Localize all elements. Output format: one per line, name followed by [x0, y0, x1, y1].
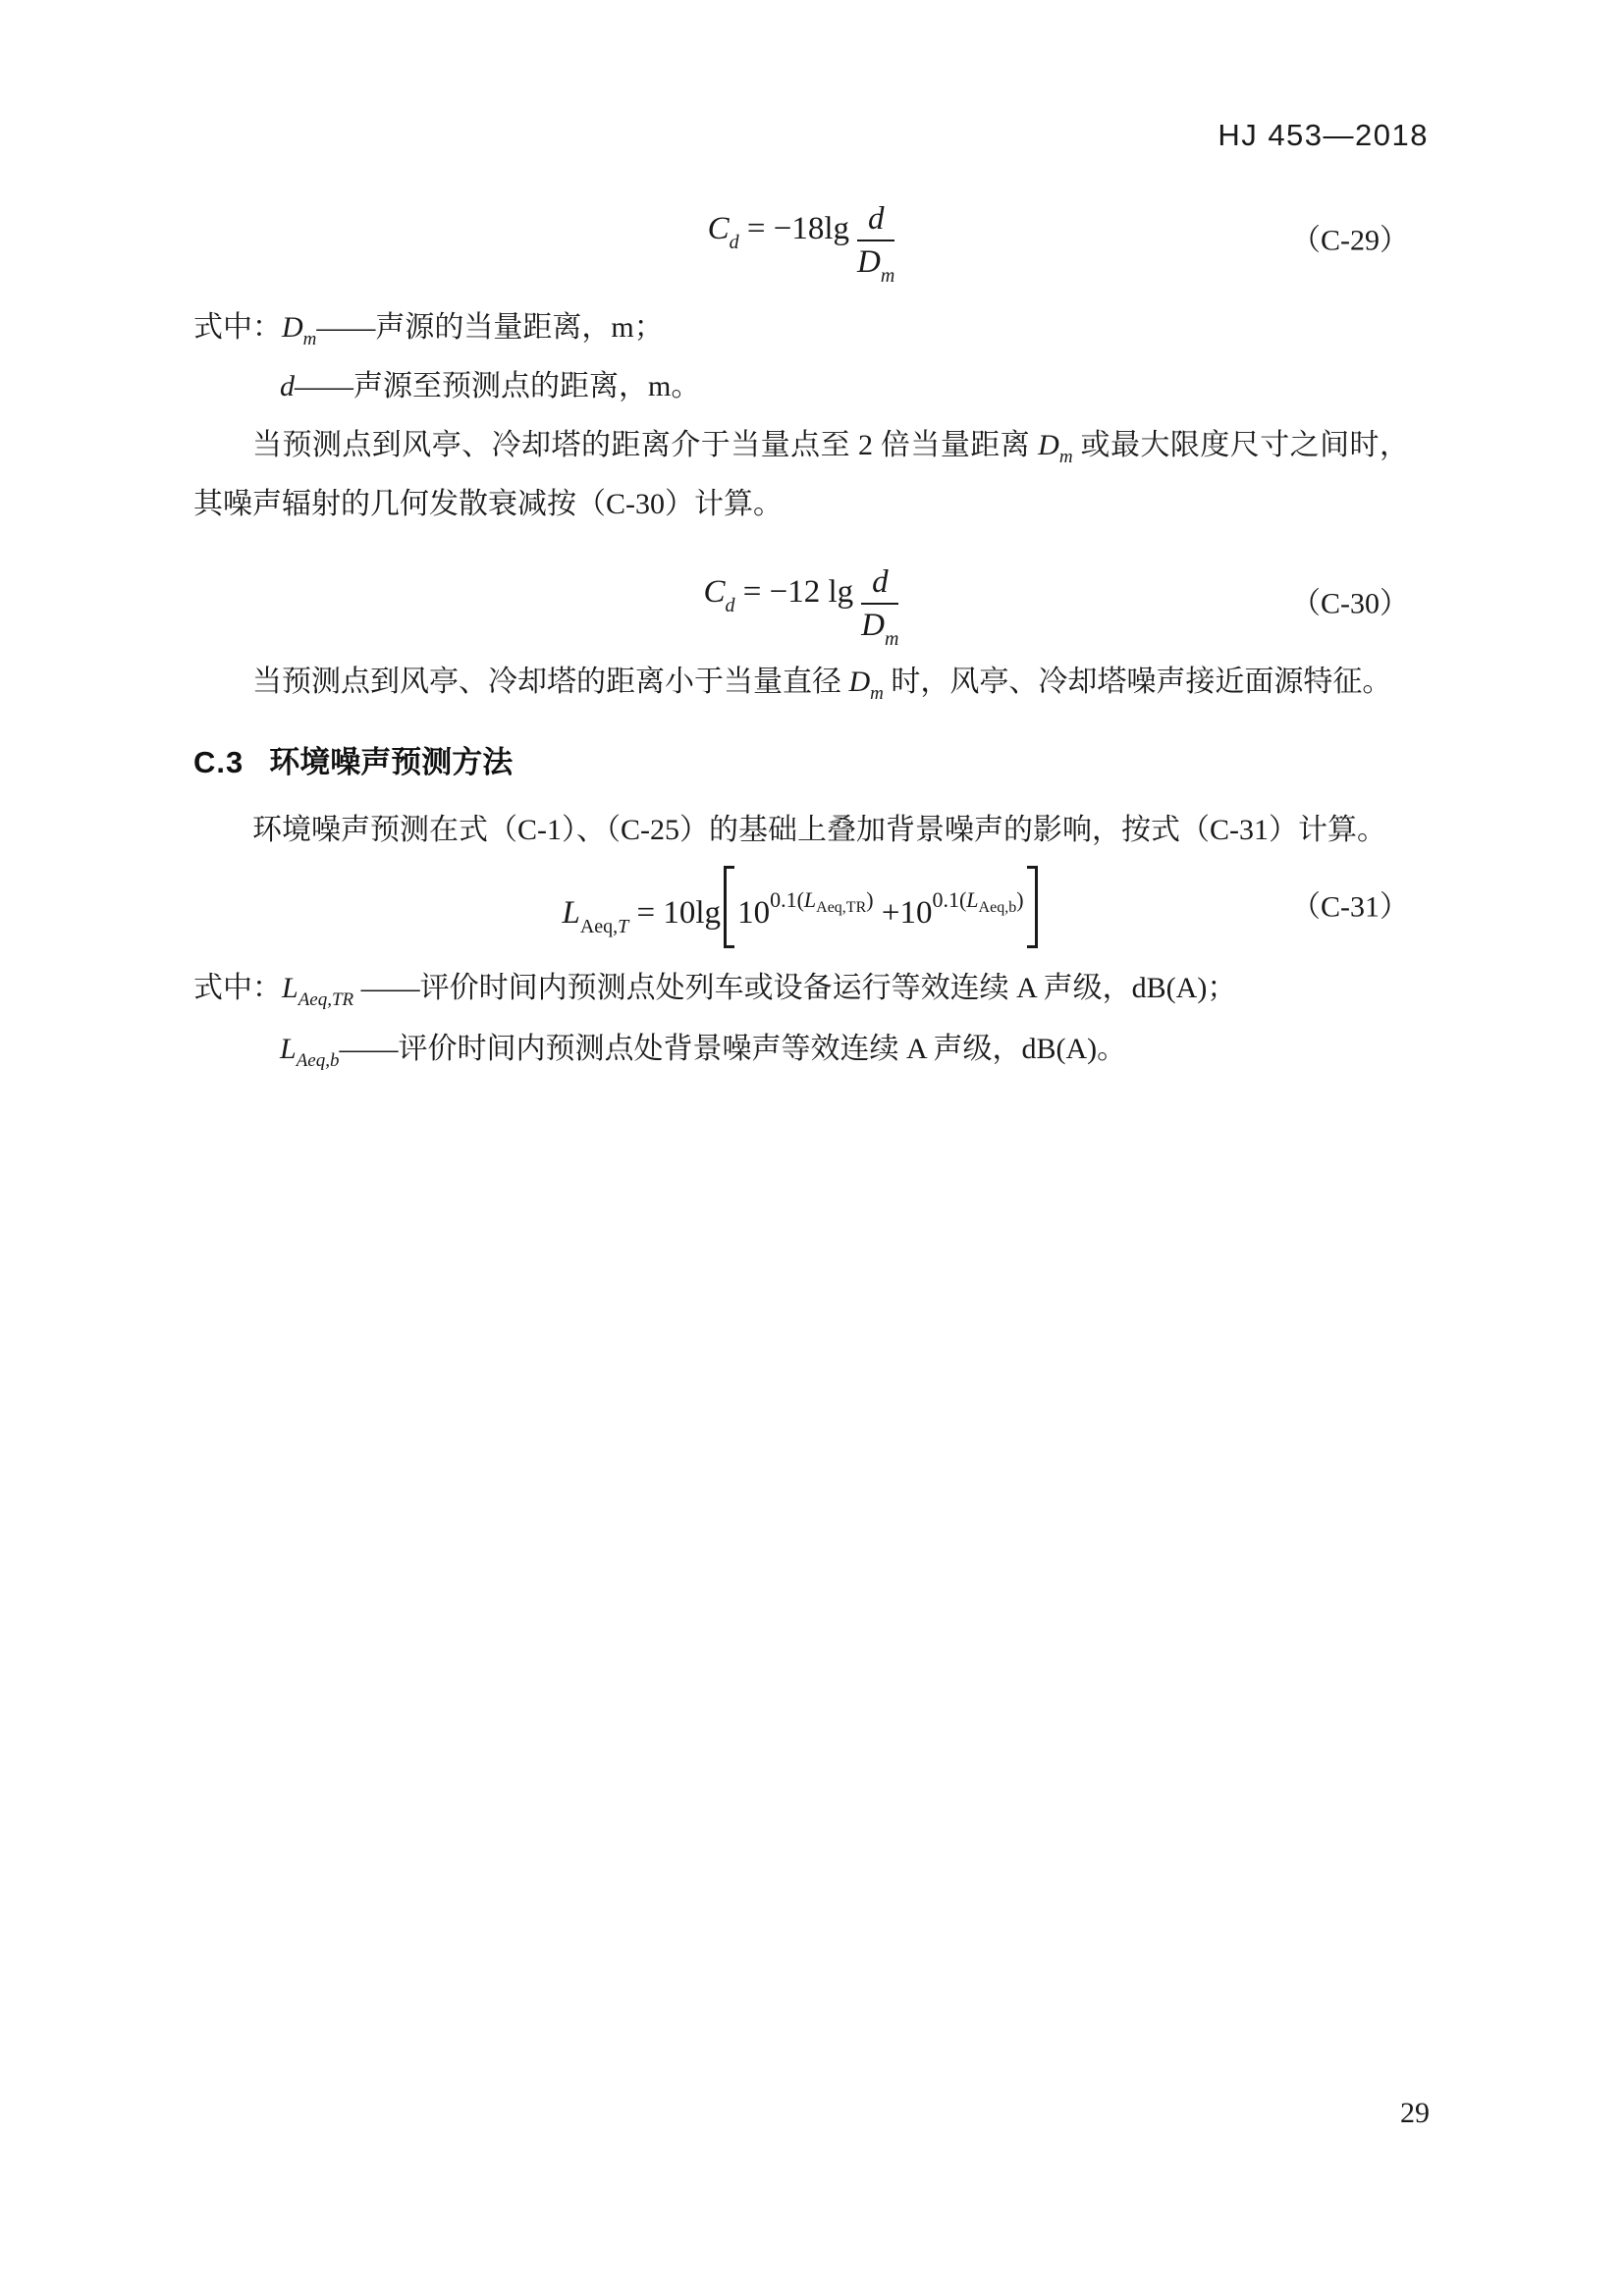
page-header-standard-number: HJ 453—2018	[1218, 118, 1429, 152]
definitions-c29	[193, 304, 1409, 422]
section-heading-c3	[193, 743, 1409, 782]
formula-c31-term2-base: 10	[899, 894, 933, 931]
formula-c29-numerator: d	[857, 202, 894, 241]
paragraph-near-field: 当预测点到风亭、冷却塔的距离小于当量直径 $D_m$ 时，风亭、冷却塔噪声接近面源特征。	[252, 665, 1392, 704]
formula-c29-variable: C	[707, 210, 730, 246]
definition-text: 评价时间内预测点处背景噪声等效连续 A 声级，dB(A)。	[398, 1032, 1127, 1065]
formula-c29-denominator: $D_m$	[857, 243, 895, 287]
section-number: C.3	[193, 744, 244, 779]
formula-c31	[193, 866, 1409, 948]
left-bracket	[724, 866, 734, 948]
formula-c31-label: （C-31）	[1291, 890, 1409, 924]
page-number: 29	[1400, 2097, 1430, 2129]
definition-prefix: 式中：	[193, 971, 282, 1004]
definition-prefix: 式中：	[193, 311, 282, 345]
definition-dash: ——	[295, 370, 353, 403]
definition-text: 评价时间内预测点处列车或设备运行等效连续 A 声级，dB(A)；	[419, 971, 1237, 1004]
inline-var-dm: $D_m$	[1038, 429, 1073, 468]
definition-laeq-tr: 式中：$L_{Aeq,TR}$ ——评价时间内预测点处列车或设备运行等效连续 A 声级，dB(A)；	[193, 971, 1237, 1010]
formula-c29-label: （C-29）	[1291, 224, 1409, 257]
definitions-c31	[193, 964, 1409, 1086]
definition-text: 声源的当量距离，m；	[375, 311, 664, 345]
formula-c30-label: （C-30）	[1291, 587, 1409, 620]
formula-c31-plus: +	[881, 894, 900, 931]
definition-dash: ——	[360, 971, 420, 1004]
paragraph-c30-condition: 当预测点到风亭、冷却塔的距离介于当量点至 2 倍当量距离 $D_m$ 或最大限度尺寸之间时，其噪声辐射的几何发散衰减按（C-30）计算。	[193, 429, 1410, 521]
formula-c31-term1-base: 10	[737, 894, 771, 931]
paragraph-c31-intro: 环境噪声预测在式（C-1）、（C-25）的基础上叠加背景噪声的影响，按式（C-31）计算。	[252, 813, 1386, 846]
formula-c29-math	[707, 201, 895, 287]
definition-dash: ——	[316, 311, 376, 345]
inline-var-dm: $D_m$	[848, 665, 884, 704]
section-title: 环境噪声预测方法	[269, 744, 514, 779]
definition-d: d——声源至预测点的距离，m。	[280, 370, 701, 403]
formula-c31-math	[562, 886, 1040, 937]
definition-dm: 式中：$D_m——$声源的当量距离，m；	[193, 311, 664, 350]
formula-c30-math	[703, 564, 899, 650]
definition-text: 声源至预测点的距离，m。	[353, 370, 701, 403]
definition-laeq-b: $L_{Aeq,b}——$评价时间内预测点处背景噪声等效连续 A 声级，dB(A)。	[280, 1032, 1127, 1071]
formula-c31-operator: = 10lg	[636, 894, 722, 931]
formula-c31-lhs-subscript: Aeq,T	[579, 915, 629, 937]
definition-dash: ——	[339, 1032, 399, 1065]
formula-c30	[193, 564, 1409, 650]
formula-c30-fraction	[861, 564, 899, 650]
formula-c31-term2-exponent: 0.1(LAeq,b)	[932, 886, 1024, 916]
formula-c30-variable: C	[703, 573, 726, 610]
formula-c29-operator: = −18lg	[746, 210, 850, 246]
formula-c31-lhs-variable: L	[562, 894, 580, 931]
formula-c30-variable-subscript: d	[725, 594, 735, 616]
formula-c29-fraction	[857, 201, 895, 287]
right-bracket	[1027, 866, 1038, 948]
page-content	[193, 0, 1409, 1086]
formula-c29-variable-subscript: d	[729, 231, 739, 253]
formula-c30-operator: = −12 lg	[742, 573, 854, 610]
formula-c30-denominator: $D_m$	[861, 607, 899, 650]
formula-c31-term1-exponent: 0.1(LAeq,TR)	[770, 886, 874, 916]
formula-c29	[193, 201, 1409, 287]
formula-c30-numerator: d	[861, 565, 898, 605]
